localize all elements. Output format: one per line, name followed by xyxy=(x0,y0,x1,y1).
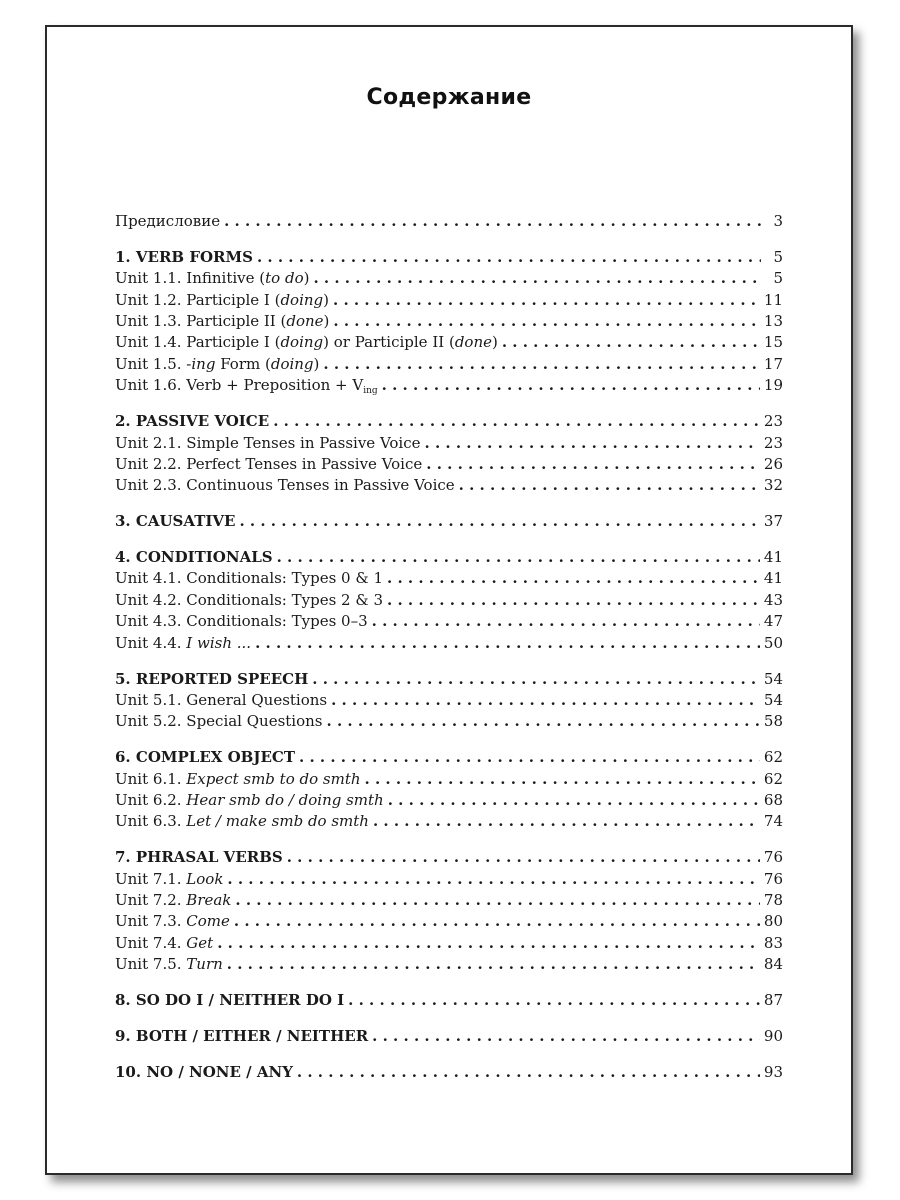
toc-entry-label xyxy=(115,268,309,289)
italic-text: to do xyxy=(265,269,304,288)
label-text: Unit 7.2. xyxy=(115,891,187,910)
toc-entry xyxy=(115,268,783,289)
toc-page-number: 76 xyxy=(763,848,783,867)
toc-page-number: 54 xyxy=(763,690,783,709)
label-text: Unit 1.6. Verb + Preposition + V xyxy=(115,376,364,395)
toc-entry xyxy=(115,869,783,890)
italic-text: Turn xyxy=(186,955,223,974)
label-text: 8. SO DO I / NEITHER DO I xyxy=(115,991,345,1010)
table-of-contents xyxy=(115,211,783,1083)
page-title: Содержание xyxy=(366,85,532,110)
subscript-text: ing xyxy=(363,386,378,397)
toc-page-number: 62 xyxy=(763,769,783,788)
toc-entry-label xyxy=(115,954,223,975)
label-text: Unit 1.3. Participle II ( xyxy=(115,312,287,331)
toc-entry-label xyxy=(115,411,269,432)
dot-leader xyxy=(372,1026,760,1047)
italic-text: doing xyxy=(270,354,314,373)
label-text: ) xyxy=(323,312,330,331)
toc-entry-label xyxy=(115,611,368,632)
label-text: Unit 7.4. xyxy=(115,933,187,952)
label-text: Unit 7.5. xyxy=(115,955,187,974)
toc-entry xyxy=(115,375,783,396)
toc-entry-label xyxy=(115,375,378,402)
toc-section-entry xyxy=(115,669,783,690)
toc-section-entry xyxy=(115,247,783,268)
dot-leader xyxy=(257,247,761,268)
toc-entry xyxy=(115,790,783,811)
dot-leader xyxy=(313,268,761,289)
toc-entry-label xyxy=(115,933,213,954)
dot-leader xyxy=(327,711,760,732)
label-text: 5. REPORTED SPEECH xyxy=(115,669,309,688)
toc-entry xyxy=(115,611,783,632)
label-text: Unit 1.5. xyxy=(115,354,187,373)
dot-leader xyxy=(297,1062,760,1083)
toc-page-number: 11 xyxy=(763,290,783,309)
label-text: 2. PASSIVE VOICE xyxy=(115,412,270,431)
label-text: Unit 4.4. xyxy=(115,633,187,652)
toc-entry-label xyxy=(115,747,295,768)
toc-entry-label xyxy=(115,332,498,353)
toc-entry xyxy=(115,211,783,232)
dot-leader xyxy=(502,332,760,353)
toc-entry-label xyxy=(115,669,308,690)
label-text: Unit 2.2. Perfect Tenses in Passive Voice xyxy=(115,454,423,473)
toc-page-number: 87 xyxy=(763,991,783,1010)
italic-text: Come xyxy=(186,912,230,931)
dot-leader xyxy=(387,590,760,611)
toc-entry xyxy=(115,568,783,589)
toc-entry-label xyxy=(115,433,421,454)
toc-entry-label xyxy=(115,290,329,311)
label-text: 1. VERB FORMS xyxy=(115,247,253,266)
toc-page-number: 13 xyxy=(763,312,783,331)
toc-section-entry xyxy=(115,411,783,432)
toc-section-entry xyxy=(115,847,783,868)
toc-page-number: 5 xyxy=(773,269,783,288)
toc-entry-label xyxy=(115,890,231,911)
label-text: Предисловие xyxy=(115,212,221,230)
label-text: ) xyxy=(323,290,329,309)
toc-page-number: 83 xyxy=(763,933,783,952)
toc-section-entry xyxy=(115,990,783,1011)
dot-leader xyxy=(234,911,760,932)
toc-entry-label xyxy=(115,475,455,496)
toc-section-entry xyxy=(115,511,783,532)
dot-leader xyxy=(227,954,760,975)
document-page xyxy=(45,25,853,1175)
label-text: ) xyxy=(491,333,498,352)
toc-page-number: 19 xyxy=(763,376,783,395)
toc-entry xyxy=(115,690,783,711)
italic-text: Expect smb to do smth xyxy=(186,769,361,788)
toc-page-number: 50 xyxy=(763,633,783,652)
toc-page-number: 32 xyxy=(763,476,783,495)
toc-entry-label xyxy=(115,511,235,532)
toc-page-number: 43 xyxy=(763,590,783,609)
dot-leader xyxy=(323,354,760,375)
label-text: Unit 4.2. Conditionals: Types 2 & 3 xyxy=(115,590,384,609)
toc-entry-label xyxy=(115,568,383,589)
italic-text: done xyxy=(286,312,324,331)
dot-leader xyxy=(239,511,759,532)
italic-text: done xyxy=(454,333,492,352)
toc-entry-label xyxy=(115,354,319,375)
toc-entry-label xyxy=(115,590,383,611)
toc-entry xyxy=(115,454,783,475)
dot-leader xyxy=(382,375,760,396)
dot-leader xyxy=(425,433,760,454)
dot-leader xyxy=(459,475,760,496)
toc-entry-label xyxy=(115,811,369,832)
label-text: Unit 7.1. xyxy=(115,869,187,888)
toc-entry-label xyxy=(115,1026,368,1047)
dot-leader xyxy=(348,990,760,1011)
toc-page-number: 3 xyxy=(773,212,783,230)
italic-text: Break xyxy=(186,891,232,910)
label-text: Unit 6.2. xyxy=(115,790,187,809)
label-text: Unit 2.1. Simple Tenses in Passive Voice xyxy=(115,433,421,452)
toc-page-number: 74 xyxy=(763,812,783,831)
dot-leader xyxy=(333,290,760,311)
toc-entry-label xyxy=(115,690,327,711)
toc-page-number: 23 xyxy=(763,412,783,431)
toc-entry-label xyxy=(115,633,251,654)
label-text: Form ( xyxy=(215,354,271,373)
dot-leader xyxy=(255,633,760,654)
toc-page-number: 84 xyxy=(763,955,783,974)
italic-text: Let / make smb do smth xyxy=(186,812,369,831)
toc-page-number: 37 xyxy=(763,512,783,531)
toc-page-number: 80 xyxy=(763,912,783,931)
dot-leader xyxy=(331,690,760,711)
toc-page-number: 58 xyxy=(763,712,783,731)
dot-leader xyxy=(273,411,760,432)
label-text: Unit 5.1. General Questions xyxy=(115,690,328,709)
italic-text: Hear smb do / doing smth xyxy=(186,790,384,809)
toc-entry xyxy=(115,475,783,496)
dot-leader xyxy=(287,847,760,868)
toc-page-number: 26 xyxy=(763,454,783,473)
dot-leader xyxy=(277,547,760,568)
label-text: 6. COMPLEX OBJECT xyxy=(115,748,295,767)
toc-page-number: 68 xyxy=(763,790,783,809)
label-text: Unit 4.3. Conditionals: Types 0–3 xyxy=(115,612,368,631)
toc-entry-label xyxy=(115,847,283,868)
toc-entry xyxy=(115,332,783,353)
italic-text: I wish ... xyxy=(186,633,252,652)
dot-leader xyxy=(372,611,760,632)
dot-leader xyxy=(224,211,761,232)
label-text: Unit 2.3. Continuous Tenses in Passive Voice xyxy=(115,476,455,495)
toc-entry-label xyxy=(115,711,323,732)
label-text: Unit 4.1. Conditionals: Types 0 & 1 xyxy=(115,569,384,588)
label-text: 3. CAUSATIVE xyxy=(115,512,236,531)
toc-entry xyxy=(115,633,783,654)
toc-entry xyxy=(115,354,783,375)
dot-leader xyxy=(373,811,760,832)
dot-leader xyxy=(333,311,760,332)
label-text: Unit 1.2. Participle I ( xyxy=(115,290,281,309)
dot-leader xyxy=(299,747,760,768)
toc-entry-label xyxy=(115,769,361,790)
toc-entry-label xyxy=(115,911,230,932)
toc-entry xyxy=(115,769,783,790)
toc-section-entry xyxy=(115,1062,783,1083)
italic-text: doing xyxy=(280,290,324,309)
toc-entry xyxy=(115,711,783,732)
dot-leader xyxy=(387,568,760,589)
toc-page-number: 17 xyxy=(763,354,783,373)
toc-section-entry xyxy=(115,747,783,768)
toc-entry-label xyxy=(115,790,384,811)
dot-leader xyxy=(312,669,760,690)
dot-leader xyxy=(217,933,760,954)
label-text: Unit 6.1. xyxy=(115,769,187,788)
toc-entry xyxy=(115,911,783,932)
toc-entry xyxy=(115,890,783,911)
toc-entry xyxy=(115,290,783,311)
toc-entry-label xyxy=(115,211,220,232)
toc-page-number: 47 xyxy=(763,612,783,631)
toc-entry xyxy=(115,433,783,454)
toc-entry-label xyxy=(115,247,253,268)
toc-page-number: 15 xyxy=(763,333,783,352)
toc-section-entry xyxy=(115,547,783,568)
toc-section-entry xyxy=(115,1026,783,1047)
italic-text: Get xyxy=(186,933,214,952)
toc-entry xyxy=(115,811,783,832)
dot-leader xyxy=(227,869,759,890)
toc-entry-label xyxy=(115,311,329,332)
label-text: Unit 1.1. Infinitive ( xyxy=(115,269,266,288)
toc-page-number: 93 xyxy=(763,1062,783,1081)
toc-entry xyxy=(115,590,783,611)
toc-entry-label xyxy=(115,454,422,475)
label-text: ) or Participle II ( xyxy=(323,333,455,352)
italic-text: -ing xyxy=(186,354,216,373)
toc-page-number: 5 xyxy=(773,247,783,266)
toc-page-number: 23 xyxy=(763,433,783,452)
toc-page-number: 76 xyxy=(763,869,783,888)
label-text: ) xyxy=(303,269,310,288)
toc-entry-label xyxy=(115,869,223,890)
toc-page-number: 54 xyxy=(763,669,783,688)
toc-entry-label xyxy=(115,1062,293,1083)
label-text: 4. CONDITIONALS xyxy=(115,548,273,567)
dot-leader xyxy=(388,790,760,811)
label-text: 7. PHRASAL VERBS xyxy=(115,848,283,867)
italic-text: Look xyxy=(186,869,224,888)
dot-leader xyxy=(365,769,760,790)
label-text: Unit 5.2. Special Questions xyxy=(115,712,323,731)
label-text: ) xyxy=(313,354,320,373)
dot-leader xyxy=(235,890,760,911)
label-text: 10. NO / NONE / ANY xyxy=(115,1062,293,1081)
toc-entry xyxy=(115,954,783,975)
toc-page-number: 41 xyxy=(763,548,783,567)
toc-page-number: 41 xyxy=(763,569,783,588)
label-text: Unit 1.4. Participle I ( xyxy=(115,333,281,352)
toc-entry xyxy=(115,311,783,332)
italic-text: doing xyxy=(280,333,324,352)
toc-entry-label xyxy=(115,547,273,568)
label-text: Unit 7.3. xyxy=(115,912,187,931)
toc-page-number: 78 xyxy=(763,891,783,910)
label-text: 9. BOTH / EITHER / NEITHER xyxy=(115,1027,369,1045)
dot-leader xyxy=(426,454,760,475)
label-text: Unit 6.3. xyxy=(115,812,187,831)
toc-entry xyxy=(115,933,783,954)
toc-page-number: 62 xyxy=(763,748,783,767)
toc-entry-label xyxy=(115,990,344,1011)
toc-page-number: 90 xyxy=(763,1027,783,1045)
